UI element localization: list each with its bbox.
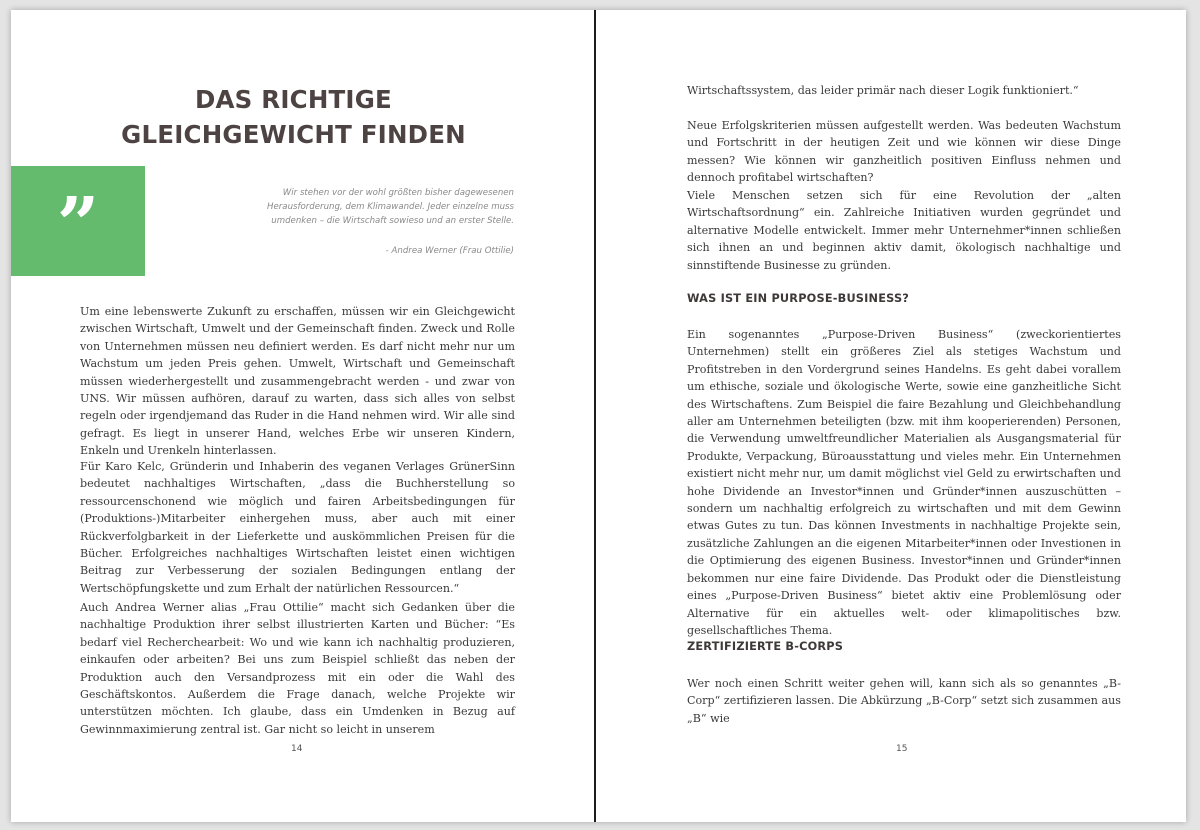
quotation-mark-icon: ” [56,182,100,268]
quote-author: - Andrea Werner (Frau Ottilie) [385,246,514,256]
body-paragraph: Für Karo Kelc, Gründerin und Inhaberin des veganen Verlages GrünerSinn bedeutet nachhaltiges Wirtschaften, „dass die Buchherstellung so ressourcenschonend wie möglich und fairen Arbeitsbedingungen für (Produktions-)Mitarbeiter einhergehen muss, aber auch mit einer Rückverfolgbarkeit in der Lieferkette und auskömmlichen Preisen für die Bücher. Erfolgreiches nachhaltiges Wirtschaften leistet einen wichtigen Beitrag zur Verbesserung der sozialen Bedingungen entlang der Wertschöpfungskette und zum Erhalt der natürlichen Ressourcen.“ [80,460,515,595]
body-paragraph: Ein sogenanntes „Purpose-Driven Business“ (zweckorientiertes Unternehmen) stellt ein größeres Ziel als stetiges Wachstum und Profitstreben in den Vordergrund seines Handelns. Es geht dabei vorallem um ethische, soziale und ökologische Werte, sowie eine ganzheitliche Sicht des Wirtschaftens. Zum Beispiel die faire Bezahlung und Gleichbehandlung aller am Unternehmen beteiligten (bzw. mit ihm kooperierenden) Personen, die Verwendung umweltfreundlicher Materialien als Ausgangsmaterial für Produkte, Verpackung, Büroausstattung und vieles mehr. Ein Unternehmen existiert nicht mehr nur, um damit möglichst viel Geld zu erwirtschaften und hohe Dividende an Investor*innen und Gründer*innen auszuschütten – sondern um nachhaltig erfolgreich zu wirtschaften und mit dem Gewinn etwas Gutes zu tun. Das können Investments in nachhaltige Projekte sein, zusätzliche Zahlungen an die eigenen Mitarbeiter*innen oder Investionen in die Optimierung des eigenen Business. Investor*innen und Gründer*innen bekommen nur eine faire Dividende. Das Produkt oder die Dienstleistung eines „Purpose-Driven Business“ bietet aktiv eine Problemlösung oder Alternative für ein aktuelles welt- oder klimapolitisches bzw. gesellschaftliches Thema. [687,328,1121,637]
body-paragraph: Wer noch einen Schritt weiter gehen will, kann sich als so genanntes „B-Corp“ zertifizieren lassen. Die Abkürzung „B-Corp“ setzt sich zusammen aus „B“ wie [687,677,1121,725]
body-paragraph: Um eine lebenswerte Zukunft zu erschaffen, müssen wir ein Gleichgewicht zwischen Wirtschaft, Umwelt und der Gemeinschaft finden. Zweck und Rolle von Unternehmen müssen neu definiert werden. Es darf nicht mehr nur um Wachstum um jeden Preis gehen. Umwelt, Wirtschaft und Gemeinschaft müssen wiederhergestellt und zusammengebracht werden - und zwar von UNS. Wir müssen aufhören, darauf zu warten, dass sich alles von selbst regeln oder irgendjemand das Ruder in die Hand nehmen wird. Wir alle sind gefragt. Es liegt in unserer Hand, welches Erbe wir unseren Kindern, Enkeln und Urenkeln hinterlassen. [80,305,515,458]
pull-quote: Wir stehen vor der wohl größten bisher dagewesenen Herausforderung, dem Klimawandel. Jeder einzelne muss umdenken – die Wirtschaft sowieso und an erster Stelle. [267,188,514,226]
body-paragraph: Viele Menschen setzen sich für eine Revolution der „alten Wirtschaftsordnung“ ein. Zahlreiche Initiativen wurden gegründet und alternative Modelle entwickelt. Immer mehr Unternehmer*innen schließen sich ihnen an und beginnen aktiv damit, ökologisch nachhaltige und sinnstiftende Businesse zu gründen. [687,189,1121,272]
body-paragraph: Neue Erfolgskriterien müssen aufgestellt werden. Was bedeuten Wachstum und Fortschritt in der heutigen Zeit und wie können wir diese Dinge messen? Wie können wir ganzheitlich positiven Einfluss nehmen und dennoch profitabel wirtschaften? [687,119,1121,185]
section-heading: WAS IST EIN PURPOSE-BUSINESS? [687,292,910,305]
chapter-title [71,82,516,152]
page-number: 14 [291,744,303,754]
body-paragraph: Wirtschaftssystem, das leider primär nach dieser Logik funktioniert.“ [687,84,1079,97]
quote-block [11,166,145,276]
left-page [11,10,594,822]
chapter-title-line-2: GLEICHGEWICHT FINDEN [121,120,466,149]
right-page [596,10,1186,822]
body-paragraph: Auch Andrea Werner alias „Frau Ottilie“ macht sich Gedanken über die nachhaltige Produktion ihrer selbst illustrierten Karten und Bücher: “Es bedarf viel Recherchearbeit: Wo und wie kann ich nachhaltig produzieren, einkaufen oder arbeiten? Bei uns zum Beispiel schließt das neben der Produktion auch den Versandprozess mit ein oder die Wahl des Geschäftskontos. Außerdem die Frage danach, welche Projekte wir unterstützen möchten. Ich glaube, dass ein Umdenken in Bezug auf Gewinnmaximierung zentral ist. Gar nicht so leicht in unserem [80,601,515,736]
section-heading: ZERTIFIZIERTE B-CORPS [687,640,844,653]
chapter-title-line-1: DAS RICHTIGE [194,85,392,114]
book-spread [11,10,1186,822]
page-number: 15 [896,744,908,754]
